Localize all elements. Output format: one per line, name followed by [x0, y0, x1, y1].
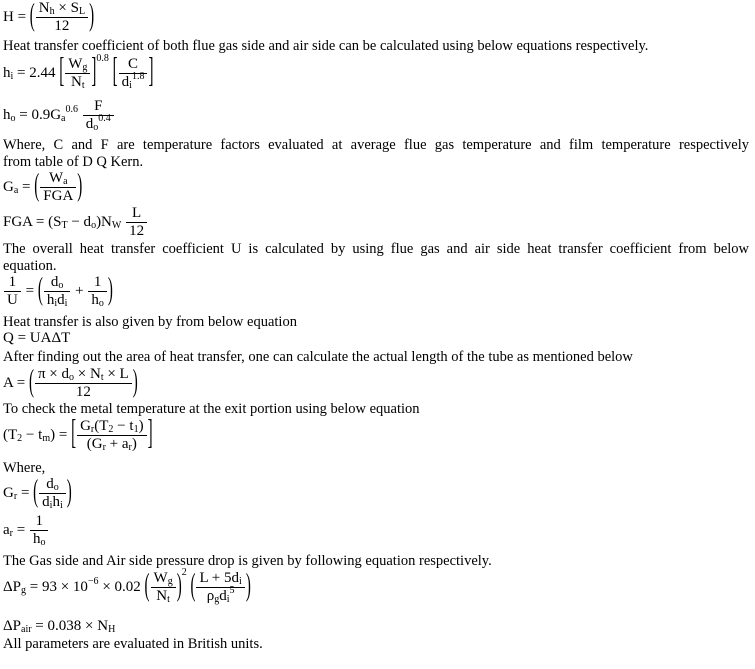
equation-ho: $h_o = 0.9G_a^{0.6}$ $\frac{F}{d_o^{0.4}}$ [3, 98, 115, 133]
equation-gr: $G_r$ = ( $\frac{d_o}{d_ih_i}$ ) [3, 475, 72, 511]
paragraph-area-length: After finding out the area of heat transfer, one can calculate the actual length of the tube as mentioned below [3, 349, 633, 365]
paragraph-overall-u-line2: equation. [3, 258, 57, 274]
equation-overall-u: $\frac{1}{U}$ = ( $\frac{d_o}{h_id_i}$ + $\frac{1}{h_o}$ ) [3, 274, 113, 309]
paragraph-metal-temperature: To check the metal temperature at the exit portion using below equation [3, 401, 420, 417]
equation-ar: $a_r$ = $\frac{1}{h_o}$ [3, 513, 49, 548]
equation-area: A = ( $\frac{\pi \times d_o \times N_t \times L}{12}$ ) [3, 365, 138, 400]
paragraph-overall-u-line1: The overall heat transfer coefficient U is calculated by using flue gas and air side heat transfer coefficient from below [3, 241, 749, 257]
paragraph-pressure-drop: The Gas side and Air side pressure drop is given by following equation respectively. [3, 553, 492, 569]
equation-air-pressure-drop: $\Delta P_{air} = 0.038 \times N_H$ [3, 618, 116, 635]
equation-metal-temp: $(T_2 - t_m)$ = [ $\frac{G_r(T_2 - t_1)}{(G_r + a_r)}$ ] [3, 415, 153, 453]
paragraph-british-units: All parameters are evaluated in British units. [3, 636, 263, 652]
paragraph-where: Where, [3, 460, 46, 476]
paragraph-heat-transfer-q: Heat transfer is also given by from below equation [3, 314, 297, 330]
equation-ga: $G_a$ = ( $\frac{W_a}{\text{FGA}}$ ) [3, 169, 83, 204]
paragraph-where-c-f-line1: Where, C and F are temperature factors evaluated at average flue gas temperature and film temperature respectively [3, 137, 749, 153]
equation-q: Q = UAΔT [3, 330, 71, 346]
equation-gas-pressure-drop: $\Delta P_g = 93 \times 10^{-6} \times 0.02$ ( $\frac{W_g}{N_t}$ )$^2$ ( $\frac{L + 5d_i}{\rho_gd_i^5}$ ) [3, 566, 251, 605]
equation-h: H = ( $\frac{N_h \times S_L}{12}$ ) [3, 0, 95, 34]
paragraph-where-c-f-line2: from table of D Q Kern. [3, 154, 144, 170]
equation-fga: FGA = $(S_T - d_o)N_W$ $\frac{L}{12}$ [3, 205, 148, 240]
equation-hi: $h_i = 2.44$ [ $\frac{W_g}{N_t}$ ]$^{0.8}$ [ $\frac{C}{d_i^{1.8}}$ ] [3, 52, 154, 91]
paragraph-heat-transfer-coefficient: Heat transfer coefficient of both flue gas side and air side can be calculated using below equations respectively. [3, 38, 649, 54]
